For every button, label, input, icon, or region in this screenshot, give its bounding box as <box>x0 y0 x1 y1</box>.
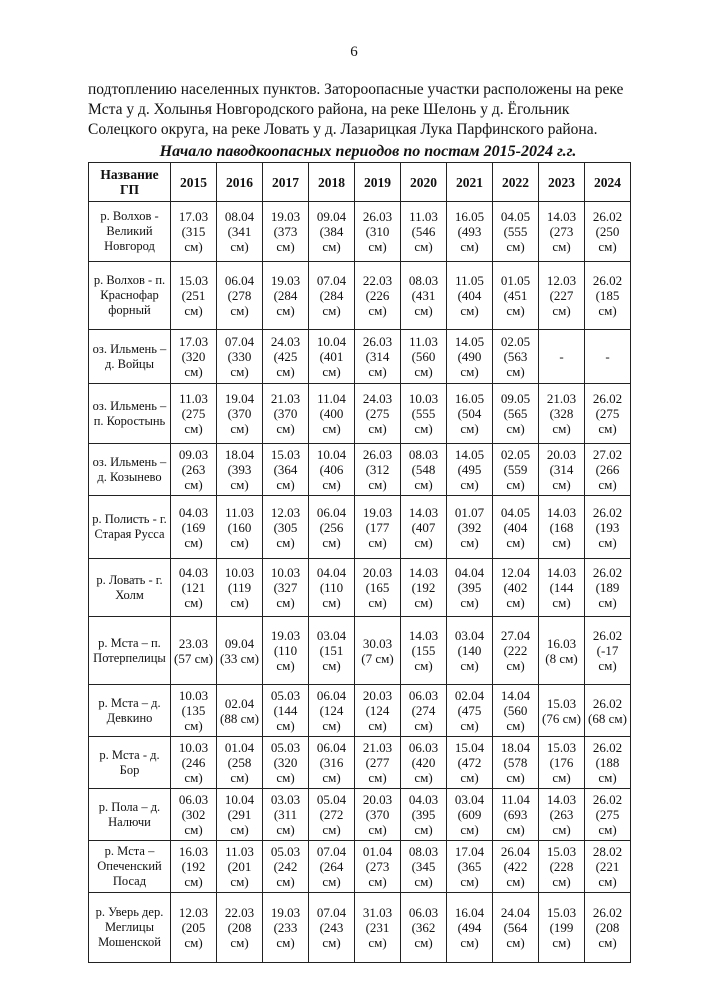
flood-date-cell: 19.03 (233 см) <box>263 893 309 963</box>
flood-date-cell: 14.03 (192 см) <box>401 559 447 617</box>
flood-date-cell: 02.05 (559 см) <box>493 444 539 496</box>
header-year-cell: 2024 <box>585 163 631 202</box>
flood-date-cell: 26.02 (250 см) <box>585 202 631 262</box>
station-name-cell: р. Мста – п. Потерпелицы <box>89 617 171 685</box>
flood-date-cell: 16.04 (494 см) <box>447 893 493 963</box>
flood-date-cell: 06.04 (316 см) <box>309 737 355 789</box>
flood-date-cell: 15.03 (364 см) <box>263 444 309 496</box>
flood-date-cell: 06.04 (256 см) <box>309 496 355 559</box>
flood-date-cell: 14.04 (560 см) <box>493 685 539 737</box>
flood-date-cell: 17.03 (315 см) <box>171 202 217 262</box>
header-year-cell: 2015 <box>171 163 217 202</box>
flood-date-cell: 20.03 (124 см) <box>355 685 401 737</box>
flood-date-cell: 02.05 (563 см) <box>493 330 539 384</box>
station-name-cell: р. Мста – д. Девкино <box>89 685 171 737</box>
flood-date-cell: 09.04 (384 см) <box>309 202 355 262</box>
page-number: 6 <box>350 44 358 60</box>
flood-date-cell: 15.03 (176 см) <box>539 737 585 789</box>
flood-date-cell: 15.03 (228 см) <box>539 841 585 893</box>
flood-date-cell: 19.03 (110 см) <box>263 617 309 685</box>
header-year-cell: 2021 <box>447 163 493 202</box>
flood-date-cell: 26.02 (275 см) <box>585 384 631 444</box>
flood-date-cell: 07.04 (284 см) <box>309 262 355 330</box>
flood-date-cell: 24.04 (564 см) <box>493 893 539 963</box>
flood-date-cell: 17.03 (320 см) <box>171 330 217 384</box>
flood-date-cell: 02.04 (475 см) <box>447 685 493 737</box>
flood-date-cell: 11.04 (693 см) <box>493 789 539 841</box>
header-name-cell: Название ГП <box>89 163 171 202</box>
flood-date-cell: 19.04 (370 см) <box>217 384 263 444</box>
flood-date-cell: 14.03 (168 см) <box>539 496 585 559</box>
table-row <box>89 202 631 262</box>
flood-date-cell: 05.03 (242 см) <box>263 841 309 893</box>
flood-date-cell: 14.05 (495 см) <box>447 444 493 496</box>
header-year-cell: 2020 <box>401 163 447 202</box>
flood-date-cell: 10.04 (401 см) <box>309 330 355 384</box>
flood-date-cell: 01.07 (392 см) <box>447 496 493 559</box>
flood-date-cell: 15.03 (251 см) <box>171 262 217 330</box>
header-year-cell: 2023 <box>539 163 585 202</box>
flood-date-cell: 18.04 (393 см) <box>217 444 263 496</box>
flood-date-cell: 02.04 (88 см) <box>217 685 263 737</box>
flood-date-cell: 26.03 (314 см) <box>355 330 401 384</box>
station-name-cell: р. Волхов - Великий Новгород <box>89 202 171 262</box>
flood-date-cell: 06.03 (274 см) <box>401 685 447 737</box>
flood-date-cell: 09.03 (263 см) <box>171 444 217 496</box>
flood-date-cell: 16.05 (493 см) <box>447 202 493 262</box>
intro-line: подтоплению населенных пунктов. Заторoопасные участки расположены на реке <box>88 81 624 98</box>
flood-date-cell: 12.03 (205 см) <box>171 893 217 963</box>
flood-date-cell: 04.05 (555 см) <box>493 202 539 262</box>
flood-date-cell: 16.03 (192 см) <box>171 841 217 893</box>
flood-date-cell: 01.04 (258 см) <box>217 737 263 789</box>
table-row <box>89 444 631 496</box>
flood-date-cell: 10.04 (291 см) <box>217 789 263 841</box>
table-body <box>89 202 631 963</box>
flood-date-cell: 03.04 (140 см) <box>447 617 493 685</box>
flood-date-cell: 10.03 (555 см) <box>401 384 447 444</box>
flood-date-cell: 11.03 (275 см) <box>171 384 217 444</box>
flood-date-cell: 31.03 (231 см) <box>355 893 401 963</box>
flood-date-cell: 07.04 (330 см) <box>217 330 263 384</box>
station-name-cell: р. Ловать - г. Холм <box>89 559 171 617</box>
flood-date-cell: 21.03 (328 см) <box>539 384 585 444</box>
flood-date-cell: 28.02 (221 см) <box>585 841 631 893</box>
table-row <box>89 330 631 384</box>
flood-date-cell: 11.04 (400 см) <box>309 384 355 444</box>
flood-date-cell: 26.02 (188 см) <box>585 737 631 789</box>
flood-date-cell: 11.05 (404 см) <box>447 262 493 330</box>
flood-date-cell: 03.04 (609 см) <box>447 789 493 841</box>
flood-date-cell: 26.04 (422 см) <box>493 841 539 893</box>
header-year-cell: 2022 <box>493 163 539 202</box>
station-name-cell: р. Мста - д. Бор <box>89 737 171 789</box>
flood-date-cell: 06.04 (278 см) <box>217 262 263 330</box>
flood-date-cell: 14.05 (490 см) <box>447 330 493 384</box>
table-row <box>89 789 631 841</box>
station-name-cell: оз. Ильмень – д. Войцы <box>89 330 171 384</box>
flood-date-cell: 23.03 (57 см) <box>171 617 217 685</box>
flood-date-cell: 07.04 (264 см) <box>309 841 355 893</box>
intro-paragraph <box>88 80 648 140</box>
flood-date-cell: 05.03 (320 см) <box>263 737 309 789</box>
station-name-cell: р. Мста – Опеченский Посад <box>89 841 171 893</box>
flood-date-cell: 06.03 (302 см) <box>171 789 217 841</box>
flood-date-cell: 06.03 (420 см) <box>401 737 447 789</box>
flood-date-cell: 30.03 (7 см) <box>355 617 401 685</box>
flood-date-cell: 10.03 (327 см) <box>263 559 309 617</box>
flood-date-cell: 10.03 (246 см) <box>171 737 217 789</box>
table-row <box>89 496 631 559</box>
flood-date-cell: 21.03 (277 см) <box>355 737 401 789</box>
table-row <box>89 737 631 789</box>
flood-date-cell: 20.03 (314 см) <box>539 444 585 496</box>
flood-date-cell: 26.02 (275 см) <box>585 789 631 841</box>
flood-date-cell: 20.03 (370 см) <box>355 789 401 841</box>
flood-date-cell: 04.03 (395 см) <box>401 789 447 841</box>
station-name-cell: р. Уверь дер. Меглицы Мошенской <box>89 893 171 963</box>
flood-periods-table <box>88 162 631 963</box>
flood-date-cell: 05.04 (272 см) <box>309 789 355 841</box>
flood-date-cell: 11.03 (546 см) <box>401 202 447 262</box>
flood-date-cell: 18.04 (578 см) <box>493 737 539 789</box>
flood-date-cell: 04.05 (404 см) <box>493 496 539 559</box>
table-row <box>89 685 631 737</box>
table-row <box>89 384 631 444</box>
flood-date-cell: 26.02 (185 см) <box>585 262 631 330</box>
intro-line: Солецкого округа, на реке Ловать у д. Лазарицкая Лука Парфинского района. <box>88 121 598 138</box>
station-name-cell: р. Полисть - г. Старая Русса <box>89 496 171 559</box>
table-row <box>89 841 631 893</box>
table-title: Начало паводкоопасных периодов по постам 2015-2024 г.г. <box>159 143 577 160</box>
flood-date-cell: 12.03 (227 см) <box>539 262 585 330</box>
flood-date-cell: 15.04 (472 см) <box>447 737 493 789</box>
flood-date-cell: 04.03 (169 см) <box>171 496 217 559</box>
flood-date-cell: 17.04 (365 см) <box>447 841 493 893</box>
flood-date-cell: 09.05 (565 см) <box>493 384 539 444</box>
flood-date-cell: 26.02 (-17 см) <box>585 617 631 685</box>
flood-date-cell: 10.03 (135 см) <box>171 685 217 737</box>
flood-date-cell: 14.03 (263 см) <box>539 789 585 841</box>
flood-date-cell: 09.04 (33 см) <box>217 617 263 685</box>
header-year-cell: 2016 <box>217 163 263 202</box>
table-header-row <box>89 163 631 202</box>
flood-date-cell: 24.03 (275 см) <box>355 384 401 444</box>
flood-date-cell: 01.05 (451 см) <box>493 262 539 330</box>
flood-date-cell: 04.04 (395 см) <box>447 559 493 617</box>
header-year-cell: 2019 <box>355 163 401 202</box>
flood-date-cell: 11.03 (560 см) <box>401 330 447 384</box>
flood-date-cell: 27.02 (266 см) <box>585 444 631 496</box>
station-name-cell: оз. Ильмень – п. Коростынь <box>89 384 171 444</box>
flood-date-cell: 11.03 (160 см) <box>217 496 263 559</box>
flood-date-cell: 24.03 (425 см) <box>263 330 309 384</box>
flood-date-cell: 11.03 (201 см) <box>217 841 263 893</box>
flood-date-cell: 04.03 (121 см) <box>171 559 217 617</box>
flood-date-cell: 03.04 (151 см) <box>309 617 355 685</box>
flood-date-cell: 16.03 (8 см) <box>539 617 585 685</box>
header-year-cell: 2017 <box>263 163 309 202</box>
flood-date-cell: 19.03 (373 см) <box>263 202 309 262</box>
flood-date-cell: 10.04 (406 см) <box>309 444 355 496</box>
flood-date-cell: 15.03 (76 см) <box>539 685 585 737</box>
flood-date-cell: 08.03 (431 см) <box>401 262 447 330</box>
flood-date-cell: 06.04 (124 см) <box>309 685 355 737</box>
flood-date-cell: 20.03 (165 см) <box>355 559 401 617</box>
flood-date-cell: 26.02 (189 см) <box>585 559 631 617</box>
flood-date-cell: 10.03 (119 см) <box>217 559 263 617</box>
table-row <box>89 893 631 963</box>
table-row <box>89 617 631 685</box>
flood-date-cell: 01.04 (273 см) <box>355 841 401 893</box>
intro-line: Мста у д. Холынья Новгородского района, на реке Шелонь у д. Ёгольник <box>88 101 570 118</box>
flood-date-cell: 19.03 (177 см) <box>355 496 401 559</box>
table-row <box>89 559 631 617</box>
flood-date-cell: 22.03 (226 см) <box>355 262 401 330</box>
flood-date-cell: 26.03 (310 см) <box>355 202 401 262</box>
flood-date-cell: 16.05 (504 см) <box>447 384 493 444</box>
flood-date-cell: 14.03 (155 см) <box>401 617 447 685</box>
flood-date-cell: 26.02 (68 см) <box>585 685 631 737</box>
flood-date-cell: 26.02 (193 см) <box>585 496 631 559</box>
flood-date-cell: - <box>585 330 631 384</box>
flood-date-cell: 21.03 (370 см) <box>263 384 309 444</box>
flood-date-cell: 14.03 (407 см) <box>401 496 447 559</box>
flood-date-cell: 08.04 (341 см) <box>217 202 263 262</box>
station-name-cell: оз. Ильмень – д. Козынево <box>89 444 171 496</box>
flood-date-cell: 07.04 (243 см) <box>309 893 355 963</box>
flood-date-cell: 26.02 (208 см) <box>585 893 631 963</box>
flood-date-cell: 22.03 (208 см) <box>217 893 263 963</box>
header-year-cell: 2018 <box>309 163 355 202</box>
flood-date-cell: 27.04 (222 см) <box>493 617 539 685</box>
flood-date-cell: 05.03 (144 см) <box>263 685 309 737</box>
flood-date-cell: 08.03 (548 см) <box>401 444 447 496</box>
station-name-cell: р. Пола – д. Налючи <box>89 789 171 841</box>
station-name-cell: р. Волхов - п. Краснофар форный <box>89 262 171 330</box>
flood-date-cell: 14.03 (273 см) <box>539 202 585 262</box>
flood-date-cell: 06.03 (362 см) <box>401 893 447 963</box>
flood-date-cell: 14.03 (144 см) <box>539 559 585 617</box>
flood-date-cell: 15.03 (199 см) <box>539 893 585 963</box>
flood-date-cell: 08.03 (345 см) <box>401 841 447 893</box>
flood-date-cell: 26.03 (312 см) <box>355 444 401 496</box>
flood-date-cell: 19.03 (284 см) <box>263 262 309 330</box>
flood-date-cell: 12.04 (402 см) <box>493 559 539 617</box>
flood-date-cell: - <box>539 330 585 384</box>
flood-date-cell: 03.03 (311 см) <box>263 789 309 841</box>
table-row <box>89 262 631 330</box>
flood-date-cell: 12.03 (305 см) <box>263 496 309 559</box>
flood-date-cell: 04.04 (110 см) <box>309 559 355 617</box>
